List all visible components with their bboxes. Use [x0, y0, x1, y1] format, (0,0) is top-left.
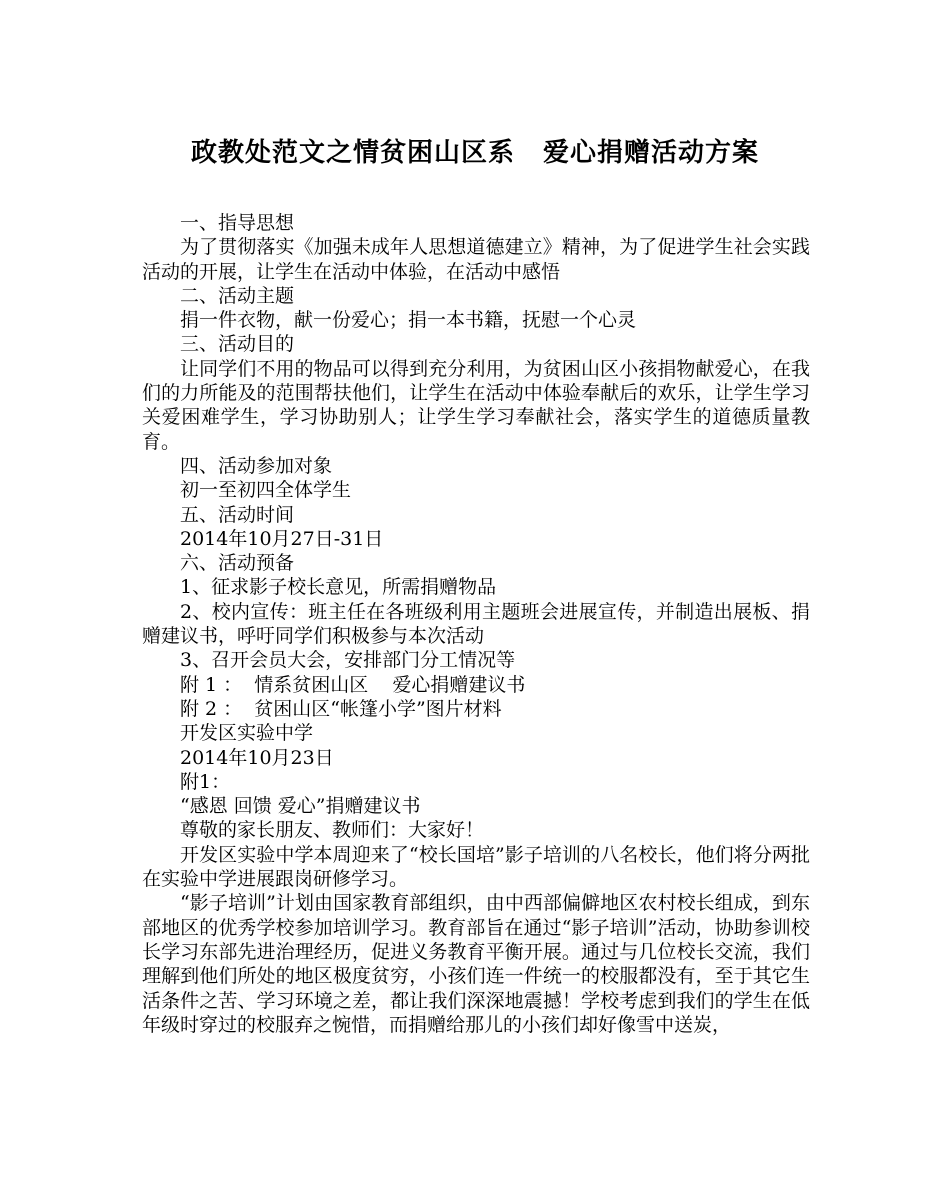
- attachment-1-heading: 附1：: [180, 770, 231, 793]
- title-part-1: 政教处范文之情贫困山区系: [190, 138, 515, 168]
- signature-date: 2014年10月23日: [180, 746, 334, 769]
- signature-school: 开发区实验中学: [180, 722, 314, 745]
- section-heading-preparation: 六、活动预备: [180, 552, 295, 575]
- title-part-2: 爱心捐赠活动方案: [543, 138, 760, 168]
- paragraph-guiding-thought: 为了贯彻落实《加强未成年人思想道德建立》精神，为了促进学生社会实践活动的开展，让学生在活动中体验，在活动中感悟: [142, 236, 810, 283]
- paragraph-purpose: 让同学们不用的物品可以得到充分利用，为贫困山区小孩捐物献爱心，在我们的力所能及的范围帮扶他们，让学生在活动中体验奉献后的欢乐，让学生学习关爱困难学生，学习协助别人；让学生学习奉献社会，落实学生的道德质量教育。: [142, 357, 810, 453]
- proposal-paragraph-2: “影子培训”计划由国家教育部组织，由中西部偏僻地区农村校长组成，到东部地区的优秀学校参加培训学习。教育部旨在通过“影子培训”活动，协助参训校长学习东部先进治理经历，促进义务教育平衡开展。通过与几位校长交流，我们理解到他们所处的地区极度贫穷，小孩们连一件统一的校服都没有，至于其它生活条件之苦、学习环境之差，都让我们深深地震撼！学校考虑到我们的学生在低年级时穿过的校服弃之惋惜，而捐赠给那儿的小孩们却好像雪中送炭，: [142, 892, 810, 1036]
- paragraph-time: 2014年10月27日-31日: [180, 527, 384, 550]
- list-item-preparation-3: 3、召开会员大会，安排部门分工情况等: [180, 649, 516, 672]
- document-title: [0, 133, 950, 173]
- document-body: [142, 211, 810, 1037]
- proposal-salutation: 尊敬的家长朋友、教师们：大家好！: [180, 819, 485, 842]
- paragraph-theme: 捐一件衣物，献一份爱心；捐一本书籍，抚慰一个心灵: [180, 309, 637, 332]
- list-item-preparation-2: 2、校内宣传：班主任在各班级利用主题班会进展宣传，并制造出展板、捐赠建议书，呼吁同学们积极参与本次活动: [142, 600, 810, 648]
- section-heading-guiding-thought: 一、指导思想: [180, 212, 295, 234]
- proposal-title: “感恩 回馈 爱心”捐赠建议书: [180, 795, 421, 818]
- section-heading-purpose: 三、活动目的: [180, 333, 295, 356]
- attachment-1-line: 附 1 ： 情系贫困山区 爱心捐赠建议书: [180, 673, 526, 696]
- list-item-preparation-1: 1、征求影子校长意见，所需捐赠物品: [180, 576, 497, 599]
- attachment-2-line: 附 2 ： 贫困山区“帐篷小学”图片材料: [180, 697, 502, 720]
- section-heading-time: 五、活动时间: [180, 503, 295, 526]
- paragraph-participants: 初一至初四全体学生: [180, 479, 352, 502]
- section-heading-theme: 二、活动主题: [180, 284, 295, 307]
- section-heading-participants: 四、活动参加对象: [180, 454, 333, 477]
- proposal-paragraph-1: 开发区实验中学本周迎来了“校长国培”影子培训的八名校长，他们将分两批在实验中学进展跟岗研修学习。: [142, 843, 810, 891]
